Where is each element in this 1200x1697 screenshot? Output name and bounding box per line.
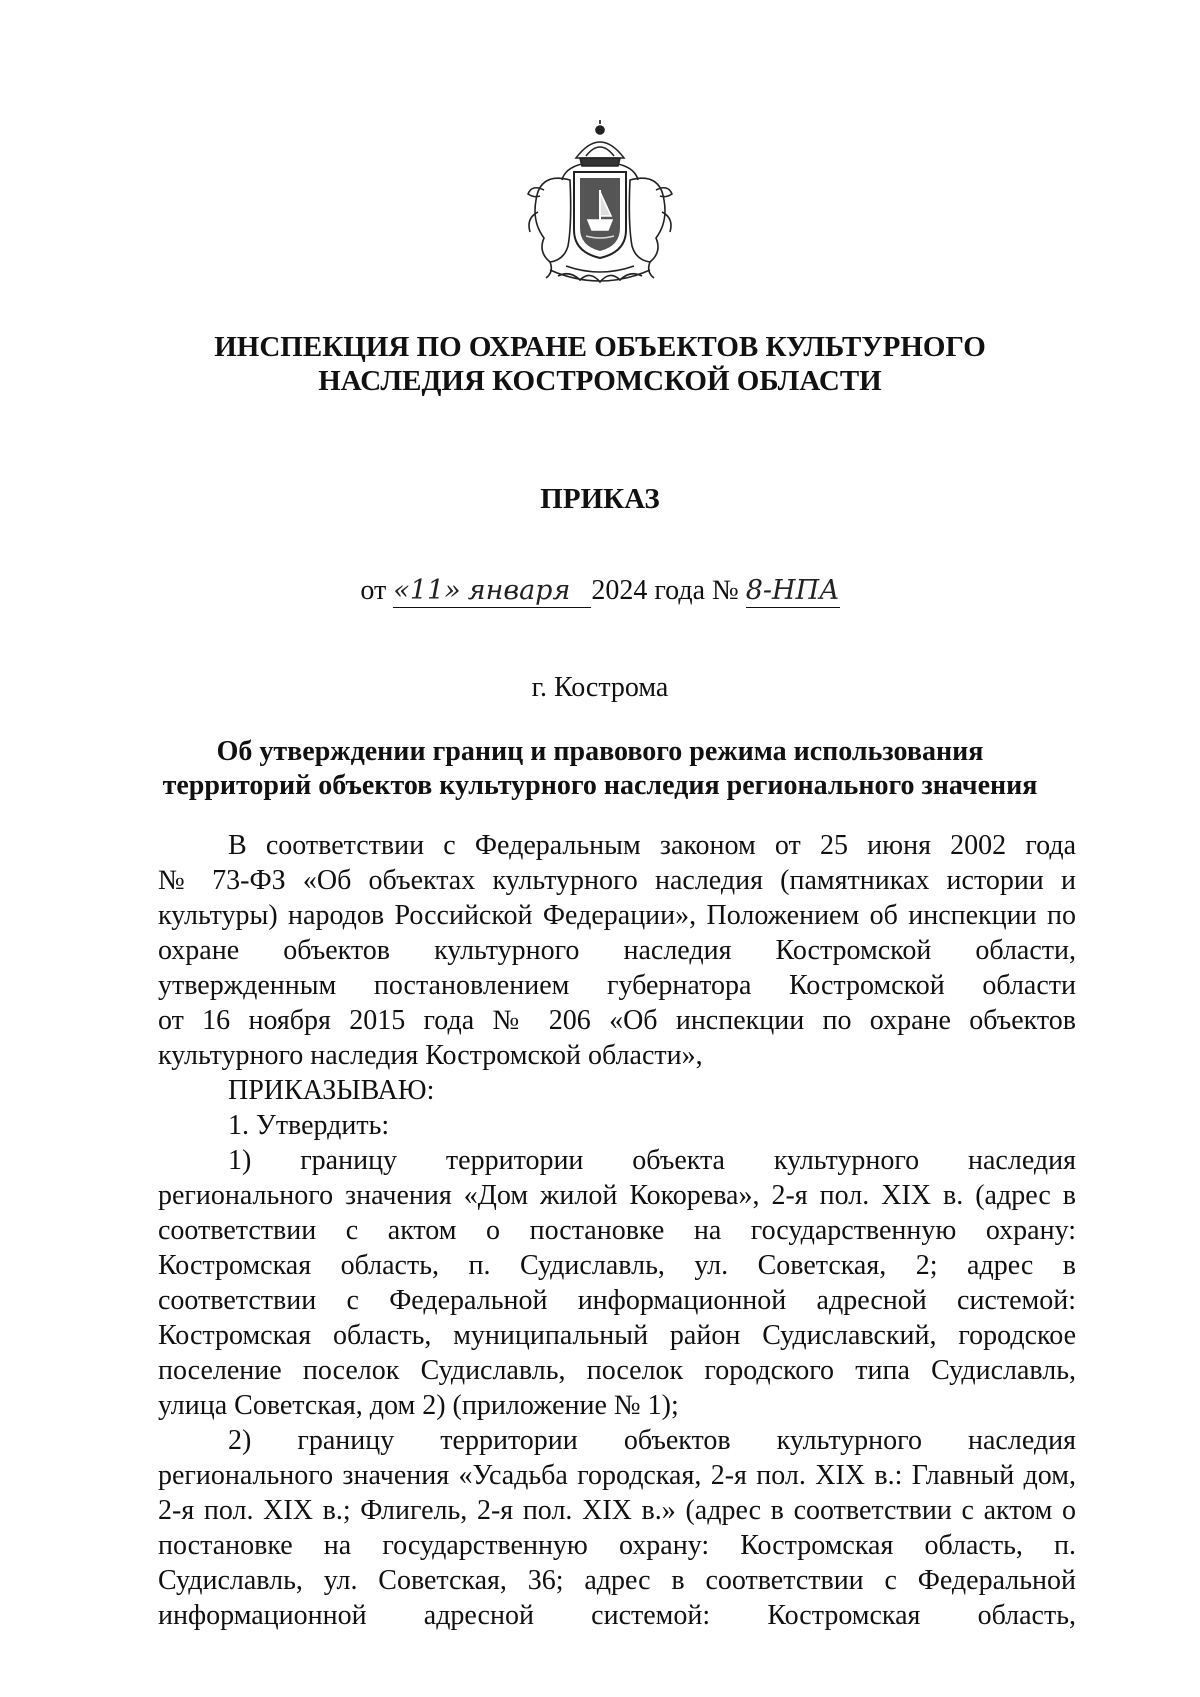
order-body bbox=[158, 828, 1076, 1633]
handwritten-number-field bbox=[746, 575, 840, 608]
body-line: постановке на государственную охрану: Костромская область, п. bbox=[158, 1530, 1076, 1561]
order-date-line bbox=[150, 575, 1050, 608]
body-line: Судиславль, ул. Советская, 36; адрес в соответствии с Федеральной bbox=[158, 1565, 1076, 1596]
body-line: улица Советская, дом 2) (приложение № 1); bbox=[158, 1390, 679, 1421]
order-subject bbox=[150, 735, 1050, 803]
body-line: № 73-ФЗ «Об объектах культурного наследия (памятниках истории и bbox=[158, 865, 1076, 896]
body-line: регионального значения «Усадьба городская, 2-я пол. XIX в.: Главный дом, bbox=[158, 1460, 1076, 1491]
organization-line-1: ИНСПЕКЦИЯ ПО ОХРАНЕ ОБЪЕКТОВ КУЛЬТУРНОГО bbox=[214, 331, 986, 363]
body-line-subitem-2: 2) границу территории объектов культурного наследия bbox=[228, 1425, 1076, 1456]
body-line-subitem-1: 1) границу территории объекта культурного наследия bbox=[228, 1145, 1076, 1176]
body-line: культуры) народов Российской Федерации», Положением об инспекции по bbox=[158, 900, 1076, 931]
body-line: утвержденным постановлением губернатора Костромской области bbox=[158, 970, 1076, 1001]
coat-of-arms-emblem bbox=[510, 120, 690, 290]
document-type-title: ПРИКАЗ bbox=[540, 483, 660, 515]
body-line: соответствии с Федеральной информационной адресной системой: bbox=[158, 1285, 1076, 1316]
body-line: соответствии с актом о постановке на государственную охрану: bbox=[158, 1215, 1076, 1246]
body-line: охране объектов культурного наследия Костромской области, bbox=[158, 935, 1076, 966]
date-prefix: от bbox=[360, 575, 387, 606]
body-line: Костромская область, муниципальный район Судиславский, городское bbox=[158, 1320, 1076, 1351]
handwritten-date-field bbox=[393, 575, 591, 608]
body-line: Костромская область, п. Судиславль, ул. Советская, 2; адрес в bbox=[158, 1250, 1076, 1281]
body-line: поселение поселок Судиславль, поселок городского типа Судиславль, bbox=[158, 1355, 1076, 1386]
body-line: 2-я пол. XIX в.; Флигель, 2-я пол. XIX в.» (адрес в соответствии с актом о bbox=[158, 1495, 1076, 1526]
body-line: информационной адресной системой: Костромская область, bbox=[158, 1600, 1076, 1631]
body-line-item-1: 1. Утвердить: bbox=[228, 1110, 390, 1141]
date-year-text: 2024 года № bbox=[591, 575, 739, 606]
subject-line-2: территорий объектов культурного наследия регионального значения bbox=[162, 770, 1038, 801]
body-line: культурного наследия Костромской области», bbox=[158, 1040, 703, 1071]
handwritten-number: 8-НПА bbox=[745, 575, 840, 606]
body-line: от 16 ноября 2015 года № 206 «Об инспекции по охране объектов bbox=[158, 1005, 1076, 1036]
subject-line-1: Об утверждении границ и правового режима использования bbox=[216, 736, 984, 767]
body-line: регионального значения «Дом жилой Кокорева», 2-я пол. XIX в. (адрес в bbox=[158, 1180, 1076, 1211]
handwritten-day: «11» bbox=[393, 575, 461, 606]
body-line: В соответствии с Федеральным законом от 25 июня 2002 года bbox=[228, 830, 1076, 861]
organization-line-2: НАСЛЕДИЯ КОСТРОМСКОЙ ОБЛАСТИ bbox=[318, 365, 882, 397]
body-line-directive: ПРИКАЗЫВАЮ: bbox=[228, 1075, 435, 1106]
handwritten-month: января bbox=[467, 575, 571, 606]
city-line: г. Кострома bbox=[531, 672, 669, 703]
organization-header bbox=[150, 330, 1050, 398]
